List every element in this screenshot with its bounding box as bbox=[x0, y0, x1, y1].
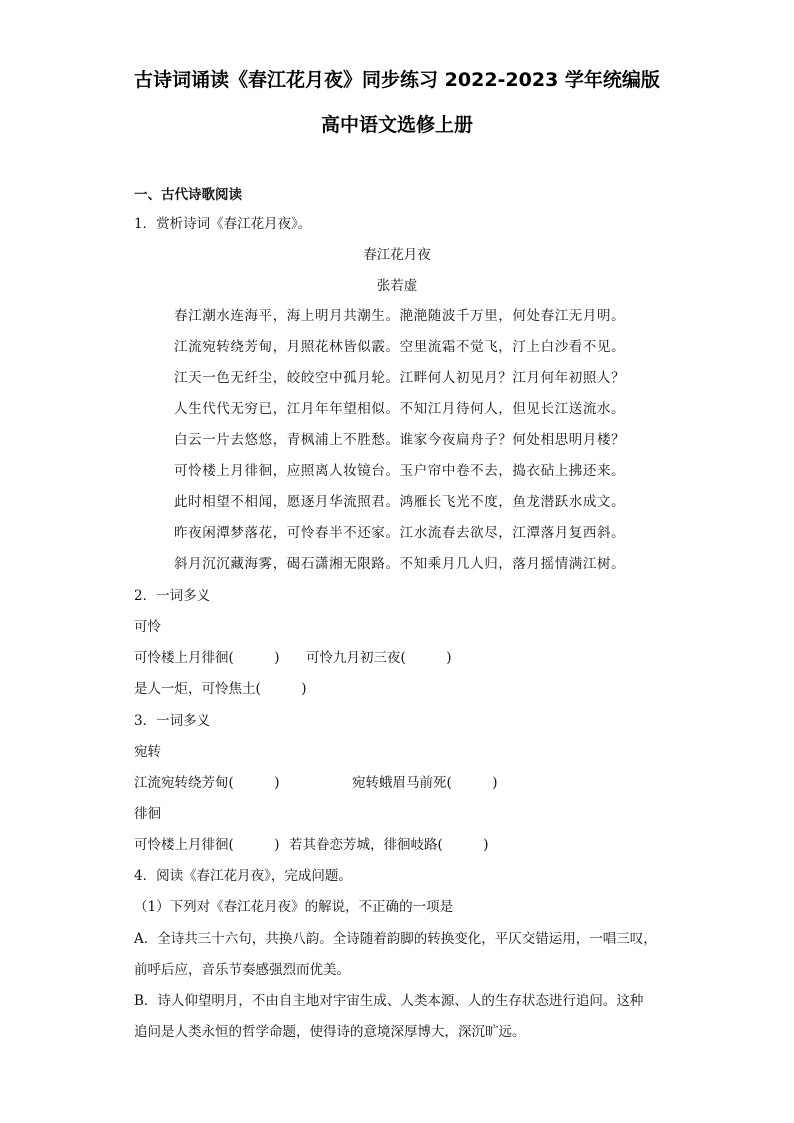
poem-line: 斜月沉沉藏海雾，碣石潇湘无限路。不知乘月几人归，落月摇情满江树。 bbox=[174, 556, 626, 572]
question-4-prompt: 4．阅读《春江花月夜》，完成问题。 bbox=[134, 868, 352, 884]
option-a: A．全诗共三十六句，共换八韵。全诗随着韵脚的转换变化，平仄交错运用，一唱三叹， bbox=[134, 931, 657, 947]
poem-author: 张若虚 bbox=[376, 278, 418, 294]
option-a-continued: 前呼后应，音乐节奏感强烈而优美。 bbox=[134, 962, 350, 978]
option-b: B．诗人仰望明月，不由自主地对宇宙生成、人类本源、人的生存状态进行追问。这种 bbox=[134, 993, 644, 1009]
poem-line: 昨夜闲潭梦落花，可怜春半不还家。江水流春去欲尽，江潭落月复西斜。 bbox=[174, 525, 626, 541]
poem-line: 此时相望不相闻，愿逐月华流照君。鸿雁长飞光不度，鱼龙潜跃水成文。 bbox=[174, 494, 626, 510]
question-2-item: 可怜九月初三夜( ) bbox=[306, 650, 452, 666]
question-4-subquestion: （1）下列对《春江花月夜》的解说，不正确的一项是 bbox=[134, 899, 454, 915]
question-2-item: 是人一炬，可怜焦土( ) bbox=[134, 681, 307, 697]
question-3-item: 宛转蛾眉马前死( ) bbox=[352, 775, 498, 791]
question-3-item: 江流宛转绕芳甸( ) bbox=[134, 775, 280, 791]
question-2-prompt: 2．一词多义 bbox=[134, 588, 211, 604]
poem-title: 春江花月夜 bbox=[363, 247, 431, 263]
poem-line: 江流宛转绕芳甸，月照花林皆似霰。空里流霜不觉飞，汀上白沙看不见。 bbox=[174, 339, 626, 355]
question-1-prompt: 1．赏析诗词《春江花月夜》。 bbox=[134, 216, 312, 232]
question-3-word: 徘徊 bbox=[134, 806, 161, 822]
question-3-prompt: 3．一词多义 bbox=[134, 713, 211, 729]
poem-line: 江天一色无纤尘，皎皎空中孤月轮。江畔何人初见月？江月何年初照人？ bbox=[174, 370, 626, 386]
question-2-word: 可怜 bbox=[134, 619, 161, 635]
document-title-line2: 高中语文选修上册 bbox=[320, 114, 473, 136]
poem-line: 白云一片去悠悠，青枫浦上不胜愁。谁家今夜扁舟子？何处相思明月楼？ bbox=[174, 432, 626, 448]
poem-line: 可怜楼上月徘徊，应照离人妆镜台。玉户帘中卷不去，捣衣砧上拂还来。 bbox=[174, 463, 626, 479]
poem-line: 春江潮水连海平，海上明月共潮生。滟滟随波千万里，何处春江无月明。 bbox=[174, 308, 626, 324]
question-3-item: 若其眷恋芳城，徘徊岐路( ) bbox=[289, 837, 489, 853]
option-b-continued: 追问是人类永恒的哲学命题，使得诗的意境深厚博大，深沉旷远。 bbox=[134, 1024, 526, 1040]
document-title-line1: 古诗词诵读《春江花月夜》同步练习 2022-2023 学年统编版 bbox=[134, 69, 660, 91]
question-3-item: 可怜楼上月徘徊( ) bbox=[134, 837, 280, 853]
poem-line: 人生代代无穷已，江月年年望相似。不知江月待何人，但见长江送流水。 bbox=[174, 401, 626, 417]
question-2-item: 可怜楼上月徘徊( ) bbox=[134, 650, 280, 666]
section-heading: 一、古代诗歌阅读 bbox=[134, 187, 242, 203]
question-3-word: 宛转 bbox=[134, 744, 161, 760]
